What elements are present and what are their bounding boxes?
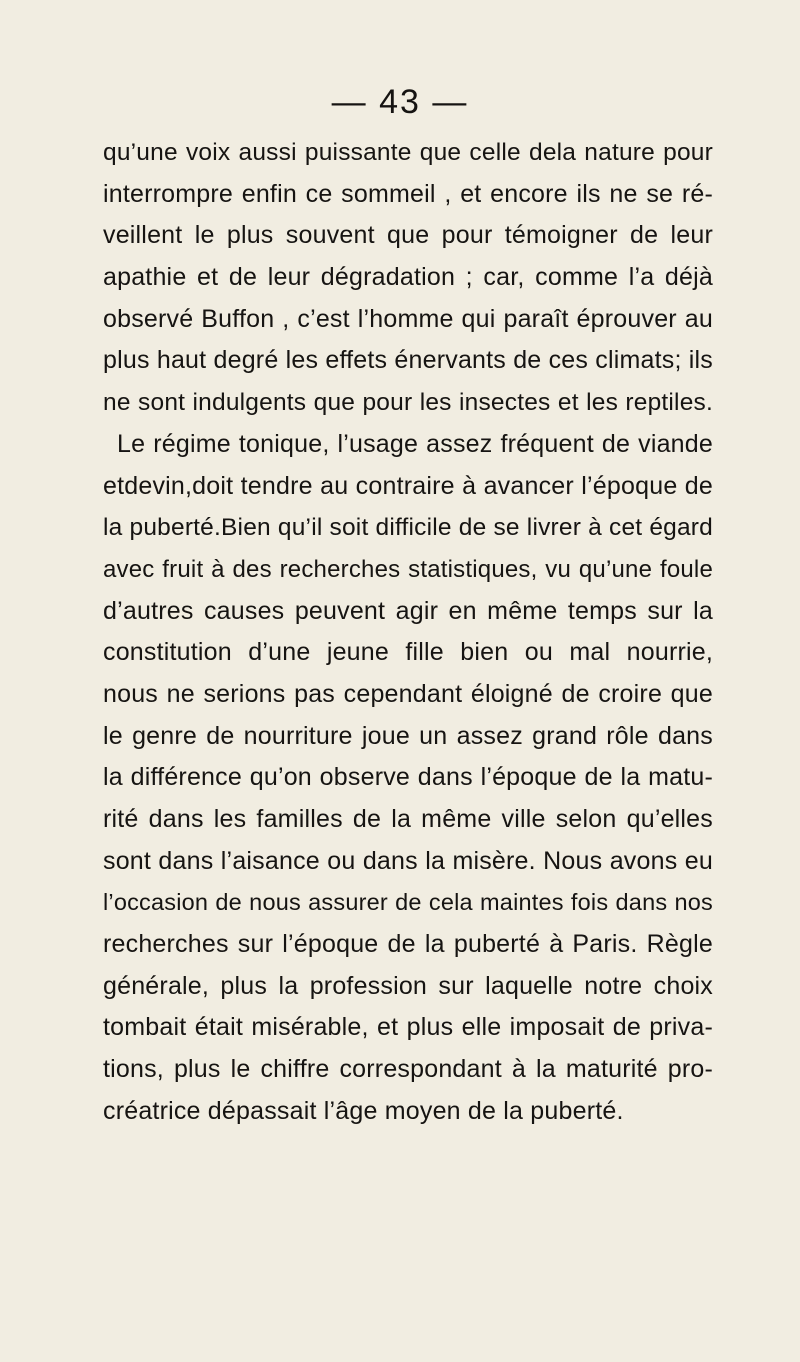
- text-line: plus haut degré les effets énervants de ces climats; ils: [103, 346, 713, 375]
- page-number-header: — 43 —: [331, 83, 469, 121]
- text-line: etdevin,doit tendre au contraire à avancer l’époque de: [103, 471, 713, 500]
- text-line: la puberté.Bien qu’il soit difficile de se livrer à cet égard: [103, 514, 713, 542]
- text-line: interrompre enfin ce sommeil , et encore ils ne se ré-: [103, 179, 713, 208]
- text-line: apathie et de leur dégradation ; car, comme l’a déjà: [103, 263, 713, 292]
- text-line: tombait était misérable, et plus elle imposait de priva-: [103, 1013, 713, 1042]
- text-line: qu’une voix aussi puissante que celle dela nature pour: [103, 139, 713, 166]
- text-line: avec fruit à des recherches statistiques, vu qu’une foule: [103, 555, 713, 583]
- text-line: d’autres causes peuvent agir en même temps sur la: [103, 596, 713, 625]
- paragraph-start-line: Le régime tonique, l’usage assez fréquent de viande: [117, 429, 713, 458]
- text-line: tions, plus le chiffre correspondant à la maturité pro-: [103, 1055, 713, 1084]
- text-line: le genre de nourriture joue un assez grand rôle dans: [103, 721, 713, 750]
- text-line: observé Buffon , c’est l’homme qui paraît éprouver au: [103, 304, 713, 333]
- text-line: constitution d’une jeune fille bien ou mal nourrie,: [103, 638, 713, 667]
- text-line: créatrice dépassait l’âge moyen de la puberté.: [103, 1096, 624, 1125]
- text-line: rité dans les familles de la même ville selon qu’elles: [103, 805, 713, 833]
- text-line: veillent le plus souvent que pour témoigner de leur: [103, 221, 713, 250]
- text-line: sont dans l’aisance ou dans la misère. Nous avons eu: [103, 846, 713, 875]
- text-line: nous ne serions pas cependant éloigné de croire que: [103, 679, 713, 708]
- text-line: la différence qu’on observe dans l’époque de la matu-: [103, 763, 713, 792]
- text-line: générale, plus la profession sur laquelle notre choix: [103, 971, 713, 1000]
- text-line: l’occasion de nous assurer de cela maintes fois dans nos: [103, 889, 713, 916]
- text-line: ne sont indulgents que pour les insectes et les reptiles.: [103, 389, 713, 417]
- body-text: [103, 132, 713, 1133]
- text-line: recherches sur l’époque de la puberté à Paris. Règle: [103, 930, 713, 959]
